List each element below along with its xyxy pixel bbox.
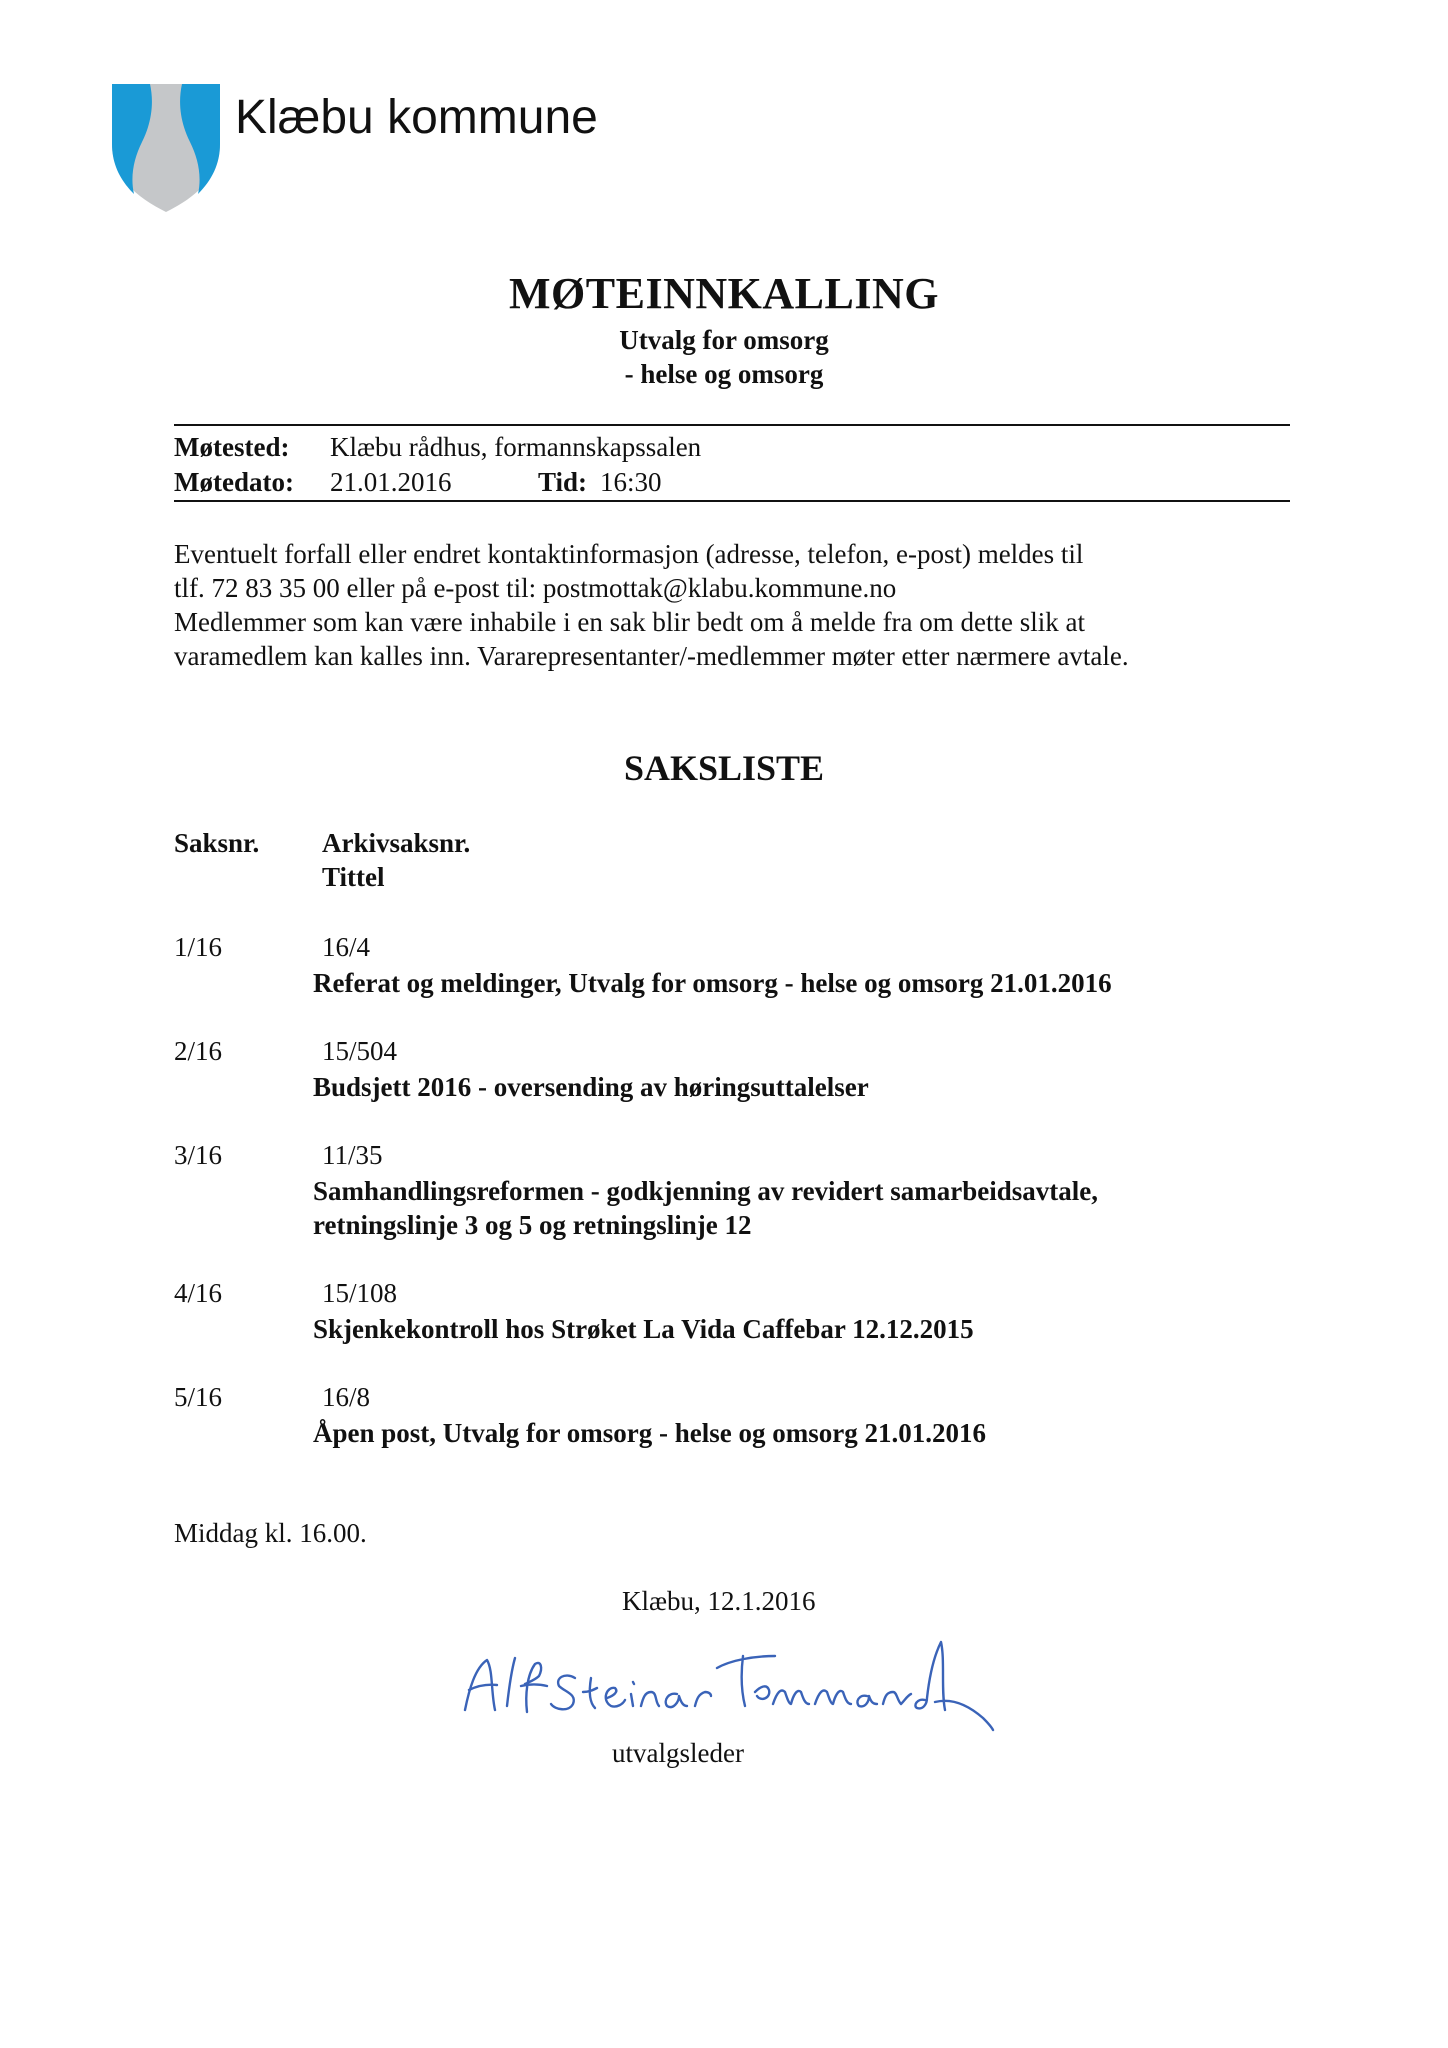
meeting-date-value: 21.01.2016 [330,467,452,497]
agenda-item-title: Skjenkekontroll hos Strøket La Vida Caffebar 12.12.2015 [313,1314,974,1344]
column-header-arkivsaksnr: Arkivsaksnr. [322,828,471,858]
agenda-item-saksnr: 1/16 [174,932,223,962]
divider-bottom [174,500,1290,502]
committee-name-line1: Utvalg for omsorg [619,325,829,355]
agenda-heading: SAKSLISTE [623,748,825,788]
agenda-item-saksnr: 5/16 [174,1382,223,1412]
agenda-item-title: Budsjett 2016 - oversending av høringsuttalelser [313,1072,869,1102]
meeting-time-label [538,467,587,498]
time-label-text: Tid: [538,467,588,497]
page-title: MØTEINNKALLING [509,269,939,318]
agenda-item-title: Referat og meldinger, Utvalg for omsorg - helse og omsorg 21.01.2016 [313,968,1112,998]
info-line: Eventuelt forfall eller endret kontaktinformasjon (adresse, telefon, e-post) meldes til [174,539,1084,569]
signatory-role: utvalgsleder [612,1738,744,1768]
info-line: tlf. 72 83 35 00 eller på e-post til: postmottak@klabu.kommune.no [174,573,897,603]
agenda-item-arkivsaksnr: 15/108 [322,1278,398,1308]
signature-icon [455,1620,995,1735]
organization-name: Klæbu kommune [235,91,598,144]
place-and-date: Klæbu, 12.1.2016 [622,1586,816,1616]
committee-name-line2: - helse og omsorg [624,359,824,389]
agenda-item-title-continued: retningslinje 3 og 5 og retningslinje 12 [313,1210,752,1240]
municipal-coat-of-arms [112,84,220,214]
agenda-item-saksnr: 2/16 [174,1036,223,1066]
column-header-saksnr: Saksnr. [174,828,260,858]
meeting-place-value: Klæbu rådhus, formannskapssalen [330,432,702,462]
meeting-place-row [174,432,289,463]
agenda-item-arkivsaksnr: 16/8 [322,1382,371,1412]
agenda-item-title: Samhandlingsreformen - godkjenning av revidert samarbeidsavtale, [313,1176,1099,1206]
info-line: varamedlem kan kalles inn. Vararepresentanter/-medlemmer møter etter nærmere avtale. [174,641,1129,671]
info-line: Medlemmer som kan være inhabile i en sak blir bedt om å melde fra om dette slik at [174,607,1085,637]
info-paragraph [174,537,1284,673]
agenda-item-saksnr: 4/16 [174,1278,223,1308]
meeting-place-label: Møtested: [174,432,290,462]
dinner-note: Middag kl. 16.00. [174,1518,367,1548]
coat-of-arms-icon [112,84,220,214]
meeting-time-value: 16:30 [600,467,662,497]
meeting-date-label: Møtedato: [174,467,294,497]
handwritten-signature [455,1620,995,1735]
agenda-item-title: Åpen post, Utvalg for omsorg - helse og omsorg 21.01.2016 [313,1418,986,1448]
agenda-item-arkivsaksnr: 15/504 [322,1036,398,1066]
column-header-tittel: Tittel [322,862,385,892]
divider-top [174,424,1290,426]
agenda-item-saksnr: 3/16 [174,1140,223,1170]
agenda-item-arkivsaksnr: 11/35 [322,1140,383,1170]
agenda-item-arkivsaksnr: 16/4 [322,932,371,962]
meeting-date-row [174,467,294,498]
